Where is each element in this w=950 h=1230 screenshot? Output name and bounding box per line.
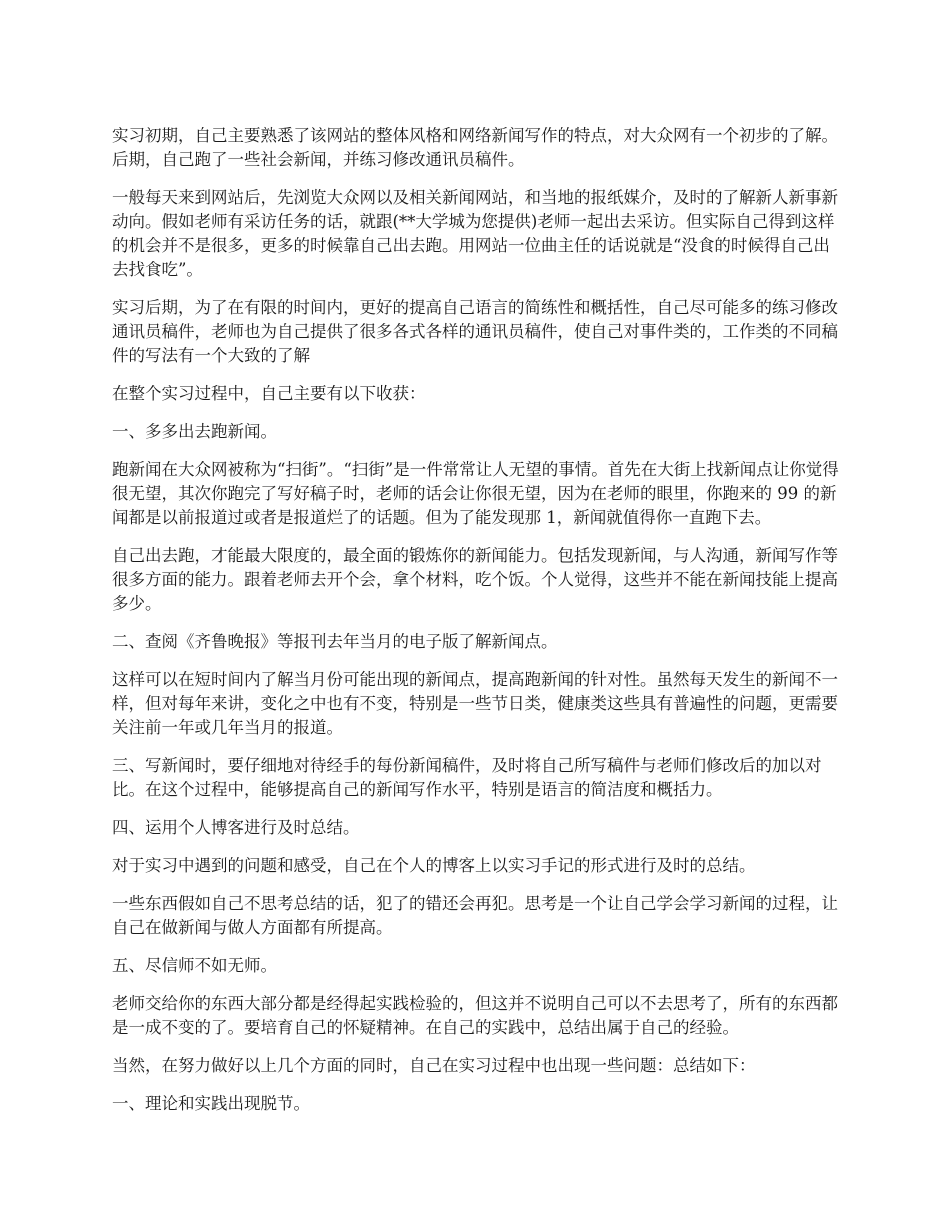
section-heading-3: 三、写新闻时，要仔细地对待经手的每份新闻稿件，及时将自己所写稿件与老师们修改后的加以对比。在这个过程中，能够提高自己的新闻写作水平，特别是语言的简洁度和概括力。 [112,756,822,799]
document-body [112,124,840,1130]
paragraph-10: 老师交给你的东西大部分都是经得起实践检验的，但这并不说明自己可以不去思考了，所有的东西都是一成不变的了。要培育自己的怀疑精神。在自己的实践中，总结出属于自己的经验。 [112,994,838,1037]
section-heading-4: 四、运用个人博客进行及时总结。 [112,818,360,837]
paragraph-4: 在整个实习过程中，自己主要有以下收获： [112,384,426,403]
paragraph-5: 跑新闻在大众网被称为“扫街”。“扫街”是一件常常让人无望的事情。首先在大街上找新闻点让你觉得很无望，其次你跑完了写好稿子时，老师的话会让你很无望，因为在老师的眼里，你跑来的 99 的新闻都是以前报道过或者是报道烂了的话题。但为了能发现那 1，新闻就值得你一直跑下去。 [112,460,839,527]
paragraph-6: 自己出去跑，才能最大限度的，最全面的锻炼你的新闻能力。包括发现新闻，与人沟通，新闻写作等很多方面的能力。跟着老师去开个会，拿个材料，吃个饭。个人觉得，这些并不能在新闻技能上提高多少。 [112,546,838,613]
paragraph-2: 一般每天来到网站后，先浏览大众网以及相关新闻网站，和当地的报纸媒介，及时的了解新人新事新动向。假如老师有采访任务的话，就跟(**大学城为您提供)老师一起出去采访。但实际自己得到这样的机会并不是很多，更多的时候靠自己出去跑。用网站一位曲主任的话说就是“没食的时候得自己出去找食吃”。 [112,188,838,279]
paragraph-7: 这样可以在短时间内了解当月份可能出现的新闻点，提高跑新闻的针对性。虽然每天发生的新闻不一样，但对每年来讲，变化之中也有不变，特别是一些节日类，健康类这些具有普遍性的问题，更需要关注前一年或几年当月的报道。 [112,670,838,737]
paragraph-9: 一些东西假如自己不思考总结的话，犯了的错还会再犯。思考是一个让自己学会学习新闻的过程，让自己在做新闻与做人方面都有所提高。 [112,894,838,937]
section-heading-2: 二、查阅《齐鲁晚报》等报刊去年当月的电子版了解新闻点。 [112,632,558,651]
paragraph-8: 对于实习中遇到的问题和感受，自己在个人的博客上以实习手记的形式进行及时的总结。 [112,856,756,875]
paragraph-3: 实习后期，为了在有限的时间内，更好的提高自己语言的简练性和概括性，自己尽可能多的练习修改通讯员稿件，老师也为自己提供了很多各式各样的通讯员稿件，使自己对事件类的，工作类的不同稿件的写法有一个大致的了解 [112,298,838,365]
section-heading-5: 五、尽信师不如无师。 [112,956,277,975]
section-heading-1: 一、多多出去跑新闻。 [112,422,277,441]
problem-heading-1: 一、理论和实践出现脱节。 [112,1094,310,1113]
paragraph-1: 实习初期，自己主要熟悉了该网站的整体风格和网络新闻写作的特点，对大众网有一个初步的了解。后期，自己跑了一些社会新闻，并练习修改通讯员稿件。 [112,126,838,169]
paragraph-11: 当然，在努力做好以上几个方面的同时，自己在实习过程中也出现一些问题：总结如下： [112,1056,756,1075]
